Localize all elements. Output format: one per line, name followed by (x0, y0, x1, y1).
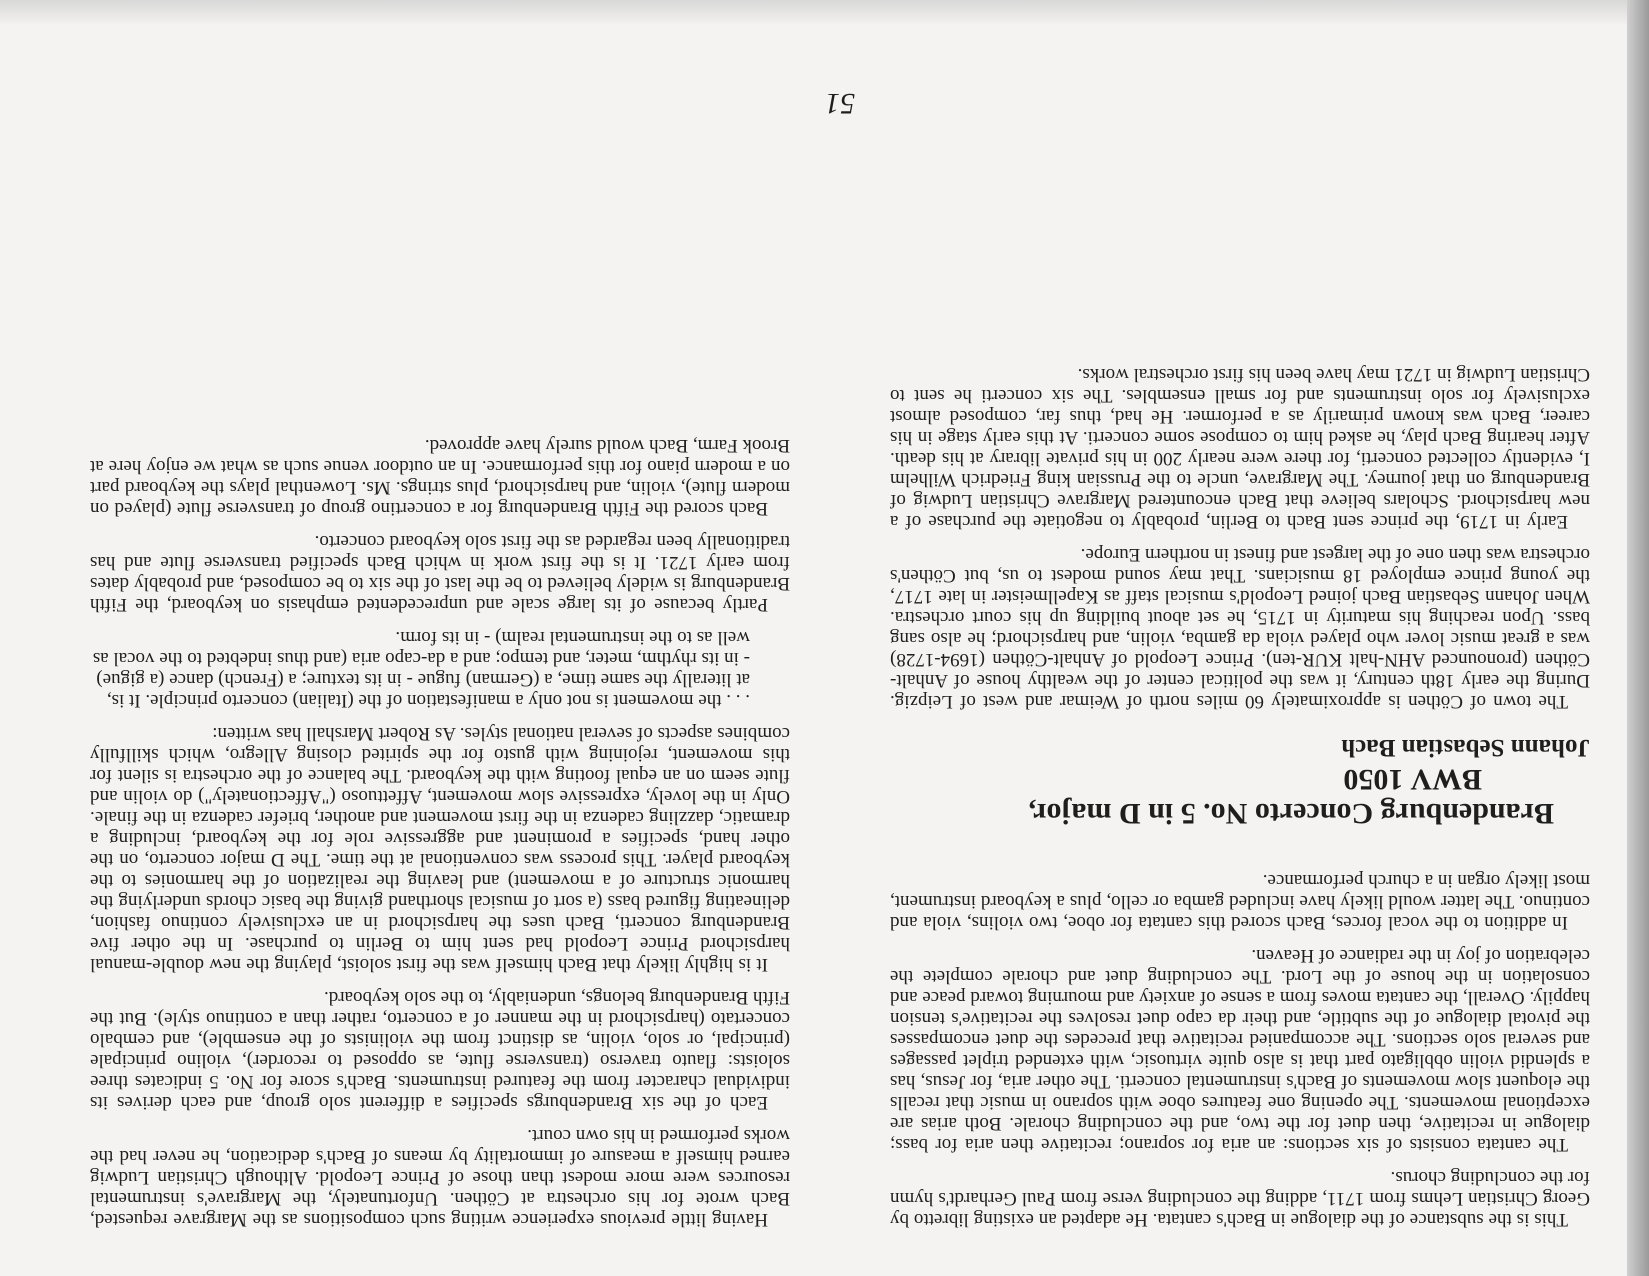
paragraph: In addition to the vocal forces, Bach scored this cantata for oboe, two violins, viola and continuo. The latter would likely have included gamba or cello, plus a keyboard instrument, most likely organ in a church performance. (890, 870, 1590, 933)
scan-binding-edge (1627, 0, 1649, 1276)
booklet-spread (70, 40, 1610, 1230)
piece-catalog-number: BWV 1050 (1343, 763, 1482, 796)
paragraph: This is the substance of the dialogue in Bach's cantata. He adapted an existing libretto by Georg Christian Lehms from 1711, adding the concluding verse from Paul Gerhardt's hymn for the concluding chorus. (890, 1167, 1590, 1230)
paragraph: Having little previous experience writing such compositions as the Margrave requested, Bach wrote for his orchestra at Cöthen. Unfortunately, the Margrave's instrumental resources were more modest than those of Prince Leopold. Although Christian Ludwig earned himself a measure of immortality by means of Bach's dedication, he never had the works performed in his own court. (90, 1125, 790, 1230)
paragraph: The town of Cöthen is approximately 60 miles north of Weimar and west of Leipzig. During the early 18th century, it was the political center of the wealthy house of Anhalt-Cöthen (pronounced AHN-halt KUR-ten). Prince Leopold of Anhalt-Cöthen (1694-1728) was a great music lover who played viola da gamba, violin, and harpsichord; he also sang bass. Upon reaching his maturity in 1715, he set about building up his court orchestra. When Johann Sebastian Bach joined Leopold's musical staff as Kapellmeister in late 1717, the young prince employed 18 musicians. That may sound modest to us, but Cöthen's orchestra was then one of the largest and finest in northern Europe. (890, 544, 1590, 712)
scan-shadow-top (0, 0, 1649, 26)
paragraph: Each of the six Brandenburgs specifies a different solo group, and each derives its individual character from the featured instruments. Bach's score for No. 5 indicates three soloists: flauto traverso (transverse flute, as opposed to recorder), violino principale (principal, or solo, violin, as distinct from the violinists of the ensemble), and cembalo concertato (harpsichord in the manner of a concerto, rather than a continuo style). But the Fifth Brandenburg belongs, undeniably, to the solo keyboard. (90, 987, 790, 1113)
right-column (90, 423, 790, 1230)
piece-title: Brandenburg Concerto No. 5 in D major, (1028, 797, 1554, 830)
paragraph: Partly because of its large scale and unprecedented emphasis on keyboard, the Fifth Brandenburg is widely believed to be the last of the six to be composed, and probably dates from early 1721. It is the first work in which Bach specified transverse flute and has traditionally been regarded as the first solo keyboard concerto. (90, 531, 790, 615)
block-quote: . . . the movement is not only a manifestation of the (Italian) concerto principle. It is, at literally the same time, a (German) fugue - in its texture; a (French) dance (a gigue) - in its rhythm, meter, and tempo; and a da-capo aria (and thus indebted to the vocal as well as to the instrumental realm) - in its form. (92, 627, 750, 711)
composer-name: Johann Sebastian Bach (1341, 734, 1590, 761)
paragraph: Bach scored the Fifth Brandenburg for a concertino group of transverse flute (played on modern flute), violin, and harpsichord, plus strings. Ms. Lowenthal plays the keyboard part on a modern piano for this performance. In an outdoor venue such as what we enjoy here at Brook Farm, Bach would surely have approved. (90, 435, 790, 519)
left-column (890, 352, 1590, 1230)
paragraph: Early in 1719, the prince sent Bach to Berlin, probably to negotiate the purchase of a new harpsichord. Scholars believe that Bach encountered Margrave Christian Ludwig of Brandenburg on that journey. The Margrave, uncle to the Prussian king Friedrich Wilhelm I, evidently collected concerti, for there were nearly 200 in his private library at his death. After hearing Bach play, he asked him to compose some concerti. At this early stage in his career, Bach was known primarily as a performer. He had, thus far, composed almost exclusively for solo instruments and for small ensembles. The six concerti he sent to Christian Ludwig in 1721 may have been his first orchestral works. (890, 364, 1590, 532)
paragraph: The cantata consists of six sections: an aria for soprano; recitative then aria for bass; dialogue in recitative, then duet for the two, and the concluding chorale. Both arias are exceptional movements. The opening one features oboe with soprano in music that recalls the eloquent slow movements of Bach's instrumental concerti. The other aria, for Jesus, has a splendid violin obbligato part that is also quite virtuosic, with extended triplet passages and several solo sections. The accompanied recitative that precedes the duet encompasses the pivotal dialogue of the subtitle, and their da capo duet resolves the recitative's tension happily. Overall, the cantata moves from a sense of anxiety and mourning toward peace and consolation in the house of the Lord. The concluding duet and chorale complete the celebration of joy in the radiance of Heaven. (890, 945, 1590, 1155)
piece-heading (890, 732, 1590, 830)
paragraph: It is highly likely that Bach himself was the first soloist, playing the new double-manual harpsichord Prince Leopold had sent him to Berlin to purchase. In the other five Brandenburg concerti, Bach uses the harpsichord in an exclusively continuo fashion, delineating figured bass (a sort of musical shorthand giving the basic chords underlying the harmonic structure of a movement) and leaving the realization of the harmonies to the keyboard player. This process was conventional at the time. The D major concerto, on the other hand, specifies a prominent and aggressive role for the keyboard, including a dramatic, dazzling cadenza in the first movement and another, briefer cadenza in the finale. Only in the lovely, expressive slow movement, Affettuoso ("Affectionately") do violin and flute seem on an equal footing with the keyboard. The balance of the orchestra is silent for this movement, rejoining with gusto for the spirited closing Allegro, which skillfully combines aspects of several national styles. As Robert Marshall has written: (90, 723, 790, 975)
page-number: 51 (825, 87, 855, 120)
